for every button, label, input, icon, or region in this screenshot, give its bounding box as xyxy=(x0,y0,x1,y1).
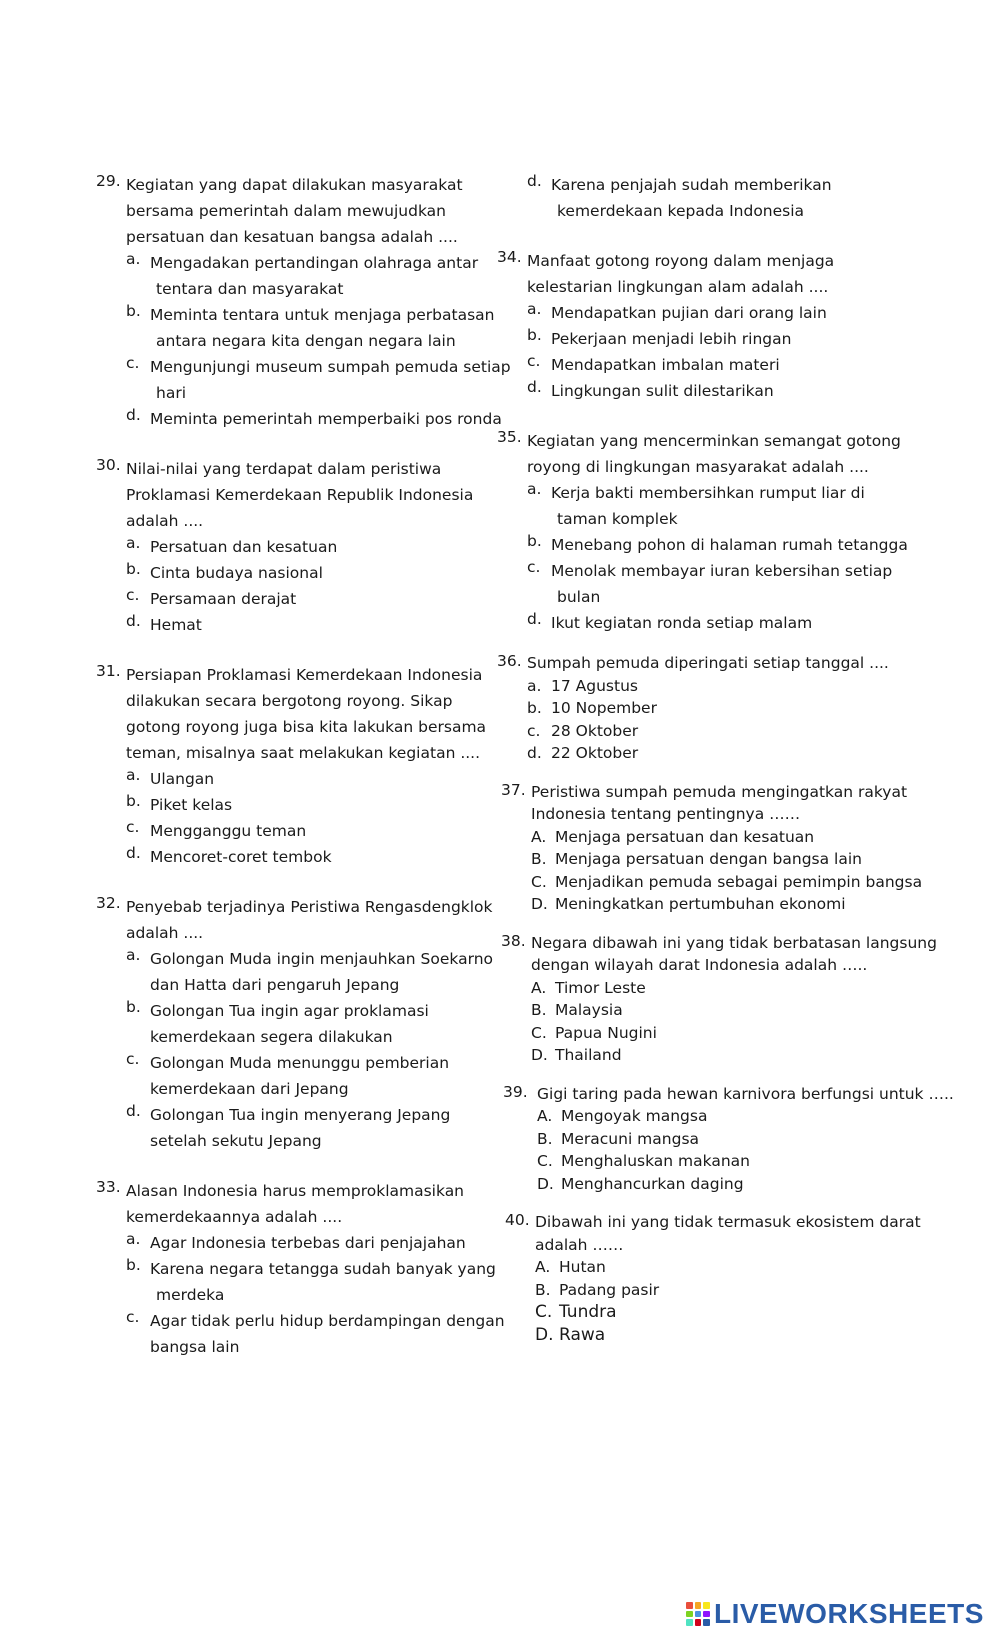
option-text: Golongan Muda ingin menjauhkan Soekarno xyxy=(150,950,494,968)
option-a[interactable] xyxy=(126,946,496,998)
option-text: Piket kelas xyxy=(150,796,233,814)
option-text: Hemat xyxy=(150,616,202,634)
logo-grid-cell xyxy=(686,1611,693,1618)
option-letter: a. xyxy=(126,534,141,552)
question-text: gotong royong juga bisa kita lakukan bersama xyxy=(126,718,487,736)
option-text: Golongan Tua ingin menyerang Jepang xyxy=(150,1106,451,1124)
option-text: kemerdekaan segera dilakukan xyxy=(150,1028,393,1046)
option-text: Meminta pemerintah memperbaiki pos ronda xyxy=(150,410,502,428)
options-33 xyxy=(126,1230,505,1360)
logo-grid-cell xyxy=(703,1619,710,1626)
option-letter: c. xyxy=(126,1308,140,1326)
question-39 xyxy=(503,1083,975,1106)
option-letter: B. xyxy=(531,1001,547,1019)
option-text: Tundra xyxy=(559,1302,617,1322)
option-letter: c. xyxy=(126,818,140,836)
option-letter: d. xyxy=(527,172,542,190)
question-text: Negara dibawah ini yang tidak berbatasan langsung xyxy=(531,933,937,952)
option-letter: b. xyxy=(126,998,141,1016)
option-text: Timor Leste xyxy=(555,978,646,997)
option-letter: A. xyxy=(537,1107,553,1125)
option-b[interactable] xyxy=(126,792,496,818)
option-letter: B. xyxy=(535,1280,551,1299)
option-text: Menjaga persatuan dan kesatuan xyxy=(555,827,815,846)
question-text: Indonesia tentang pentingnya …… xyxy=(531,805,801,823)
options-40 xyxy=(535,1256,975,1346)
question-number: 33. xyxy=(96,1178,121,1196)
option-letter: b. xyxy=(126,302,141,320)
options-32 xyxy=(126,946,496,1154)
question-36 xyxy=(497,652,975,675)
option-d[interactable] xyxy=(527,610,975,636)
option-text: Hutan xyxy=(559,1258,606,1276)
option-d[interactable] xyxy=(531,893,975,916)
option-b[interactable] xyxy=(527,326,975,352)
question-text: adalah .... xyxy=(126,512,204,530)
option-b[interactable] xyxy=(126,560,496,586)
question-number: 31. xyxy=(96,662,121,680)
option-letter: A. xyxy=(531,827,547,846)
option-a[interactable] xyxy=(537,1105,975,1128)
question-text: kemerdekaannya adalah .... xyxy=(126,1208,343,1226)
option-text: Padang pasir xyxy=(559,1280,660,1299)
option-b[interactable] xyxy=(126,302,496,354)
option-a[interactable] xyxy=(126,1230,496,1256)
question-number: 37. xyxy=(501,780,526,799)
option-a[interactable] xyxy=(535,1256,975,1279)
option-c[interactable] xyxy=(126,586,496,612)
options-31 xyxy=(126,766,496,870)
question-number: 38. xyxy=(501,931,526,950)
question-number: 29. xyxy=(96,172,121,190)
option-text: tentara dan masyarakat xyxy=(156,280,344,298)
question-40 xyxy=(505,1211,975,1256)
option-c[interactable] xyxy=(527,558,975,610)
option-c[interactable] xyxy=(126,354,511,406)
options-33-continued xyxy=(527,172,975,224)
option-letter: d. xyxy=(126,612,141,630)
question-text: adalah .... xyxy=(126,924,204,942)
option-letter: A. xyxy=(531,978,547,997)
option-c[interactable] xyxy=(531,1022,975,1045)
option-d[interactable] xyxy=(126,406,502,432)
option-text: Persamaan derajat xyxy=(150,590,297,608)
option-c[interactable] xyxy=(535,1301,975,1324)
option-a[interactable] xyxy=(126,534,496,560)
option-letter: c. xyxy=(126,354,140,372)
options-34 xyxy=(527,300,975,404)
option-a[interactable] xyxy=(527,480,975,532)
option-letter: a. xyxy=(126,766,141,784)
options-36 xyxy=(527,675,975,765)
option-d[interactable] xyxy=(126,1102,496,1154)
option-letter: d. xyxy=(126,1102,141,1120)
option-letter: c. xyxy=(126,586,140,604)
option-text: setelah sekutu Jepang xyxy=(150,1132,322,1150)
option-letter: a. xyxy=(527,676,542,695)
option-letter: C. xyxy=(535,1302,553,1322)
option-text: Papua Nugini xyxy=(555,1023,657,1042)
right-column xyxy=(497,172,975,1346)
question-number: 40. xyxy=(505,1211,530,1229)
logo-grid-cell xyxy=(695,1602,702,1609)
option-c[interactable] xyxy=(537,1150,975,1173)
option-a[interactable] xyxy=(527,300,975,326)
option-b[interactable] xyxy=(531,848,975,871)
logo-grid-cell xyxy=(703,1602,710,1609)
option-text: Menjadikan pemuda sebagai pemimpin bangsa xyxy=(555,872,923,891)
question-38 xyxy=(501,932,975,977)
option-text: Menghancurkan daging xyxy=(561,1174,744,1193)
option-letter: D. xyxy=(531,895,548,913)
question-text: dilakukan secara bergotong royong. Sikap xyxy=(126,692,453,710)
question-text: Alasan Indonesia harus memproklamasikan xyxy=(126,1182,465,1200)
option-c[interactable] xyxy=(527,720,975,743)
option-text: Karena penjajah sudah memberikan xyxy=(551,176,832,194)
option-d[interactable] xyxy=(535,1324,975,1347)
option-letter: c. xyxy=(126,1050,140,1068)
question-text: Penyebab terjadinya Peristiwa Rengasdengklok xyxy=(126,898,493,916)
option-letter: b. xyxy=(527,326,542,344)
option-b[interactable] xyxy=(126,1256,496,1308)
option-text: dan Hatta dari pengaruh Jepang xyxy=(150,976,400,994)
option-letter: C. xyxy=(531,1023,547,1042)
option-text: antara negara kita dengan negara lain xyxy=(156,332,456,350)
question-number: 30. xyxy=(96,456,121,474)
option-text: kemerdekaan dari Jepang xyxy=(150,1080,349,1098)
option-d[interactable] xyxy=(126,844,496,870)
question-number: 34. xyxy=(497,248,522,266)
options-30 xyxy=(126,534,496,638)
option-letter: A. xyxy=(535,1258,551,1276)
option-d[interactable] xyxy=(537,1173,975,1196)
option-text: Menolak membayar iuran kebersihan setiap xyxy=(551,562,893,580)
option-letter: d. xyxy=(527,378,542,396)
option-text: Ikut kegiatan ronda setiap malam xyxy=(551,614,813,632)
option-letter: d. xyxy=(527,610,542,628)
option-letter: c. xyxy=(527,558,541,576)
question-29 xyxy=(96,172,496,250)
question-text: kelestarian lingkungan alam adalah .... xyxy=(527,278,829,296)
question-text: Proklamasi Kemerdekaan Republik Indonesia xyxy=(126,486,474,504)
question-number: 35. xyxy=(497,428,522,446)
option-letter: C. xyxy=(537,1152,553,1170)
option-text: Menghaluskan makanan xyxy=(561,1152,750,1170)
option-a[interactable] xyxy=(531,977,975,1000)
option-b[interactable] xyxy=(537,1128,975,1151)
liveworksheets-logo xyxy=(686,1596,986,1632)
logo-grid-cell xyxy=(695,1619,702,1626)
question-text: bersama pemerintah dalam mewujudkan xyxy=(126,202,446,220)
question-text: Kegiatan yang mencerminkan semangat gotong xyxy=(527,432,901,450)
option-text: Cinta budaya nasional xyxy=(150,564,323,582)
question-text: royong di lingkungan masyarakat adalah .... xyxy=(527,458,869,476)
option-a[interactable] xyxy=(527,675,975,698)
option-text: Mendapatkan pujian dari orang lain xyxy=(551,304,827,322)
option-a[interactable] xyxy=(126,250,496,302)
option-letter: b. xyxy=(126,792,141,810)
option-c[interactable] xyxy=(126,1308,505,1360)
option-text: Agar Indonesia terbebas dari penjajahan xyxy=(150,1234,466,1252)
option-letter: b. xyxy=(126,560,141,578)
option-text: Thailand xyxy=(555,1046,622,1064)
option-text: taman komplek xyxy=(557,510,678,528)
option-letter: b. xyxy=(527,699,542,717)
question-34 xyxy=(497,248,975,300)
question-text: persatuan dan kesatuan bangsa adalah .... xyxy=(126,228,458,246)
option-d[interactable] xyxy=(527,742,975,765)
option-b[interactable] xyxy=(126,998,496,1050)
option-text: Mengganggu teman xyxy=(150,822,307,840)
option-c[interactable] xyxy=(527,352,975,378)
option-letter: a. xyxy=(527,480,542,498)
options-37 xyxy=(531,826,975,916)
options-38 xyxy=(531,977,975,1067)
option-text: Mengadakan pertandingan olahraga antar xyxy=(150,254,479,272)
question-text: Kegiatan yang dapat dilakukan masyarakat xyxy=(126,176,463,194)
logo-grid-icon xyxy=(686,1602,710,1626)
question-text: dengan wilayah darat Indonesia adalah ….. xyxy=(531,956,868,974)
option-c[interactable] xyxy=(126,818,496,844)
question-30 xyxy=(96,456,496,534)
option-text: Meningkatkan pertumbuhan ekonomi xyxy=(555,895,846,913)
option-a[interactable] xyxy=(126,766,496,792)
question-text: Nilai-nilai yang terdapat dalam peristiwa xyxy=(126,460,442,478)
option-text: 17 Agustus xyxy=(551,676,638,695)
option-letter: b. xyxy=(126,1256,141,1274)
options-35 xyxy=(527,480,975,636)
option-text: Golongan Muda menunggu pemberian xyxy=(150,1054,450,1072)
option-text: Persatuan dan kesatuan xyxy=(150,538,338,556)
option-text: hari xyxy=(156,384,187,402)
option-text: Mengunjungi museum sumpah pemuda setiap xyxy=(150,358,511,376)
question-text: teman, misalnya saat melakukan kegiatan .... xyxy=(126,744,481,762)
question-number: 39. xyxy=(503,1082,528,1101)
option-text: 10 Nopember xyxy=(551,699,657,717)
option-text: Karena negara tetangga sudah banyak yang xyxy=(150,1260,496,1278)
option-text: Mencoret-coret tembok xyxy=(150,848,332,866)
option-text: 28 Oktober xyxy=(551,721,639,740)
option-letter: d. xyxy=(126,844,141,862)
option-text: bangsa lain xyxy=(150,1338,240,1356)
option-letter: B. xyxy=(537,1129,553,1148)
question-number: 32. xyxy=(96,894,121,912)
options-39 xyxy=(537,1105,975,1195)
logo-grid-cell xyxy=(686,1602,693,1609)
question-text: Sumpah pemuda diperingati setiap tanggal .... xyxy=(527,654,889,672)
option-d[interactable] xyxy=(126,612,496,638)
option-b[interactable] xyxy=(535,1279,975,1302)
question-35 xyxy=(497,428,975,480)
option-letter: c. xyxy=(527,721,541,740)
question-text: Dibawah ini yang tidak termasuk ekosistem darat xyxy=(535,1213,921,1231)
question-text: Gigi taring pada hewan karnivora berfungsi untuk ….. xyxy=(537,1084,954,1103)
option-letter: D. xyxy=(537,1174,554,1193)
question-37 xyxy=(501,781,975,826)
option-text: Agar tidak perlu hidup berdampingan dengan xyxy=(150,1312,505,1330)
option-letter: C. xyxy=(531,872,547,891)
logo-grid-cell xyxy=(686,1619,693,1626)
option-c[interactable] xyxy=(126,1050,496,1102)
logo-text: LIVEWORKSHEETS xyxy=(714,1598,984,1629)
block-36-40 xyxy=(497,652,975,1346)
option-letter: a. xyxy=(527,300,542,318)
option-letter: B. xyxy=(531,850,547,868)
option-letter: D. xyxy=(531,1046,548,1064)
option-b[interactable] xyxy=(527,532,975,558)
option-text: Malaysia xyxy=(555,1001,623,1019)
question-number: 36. xyxy=(497,652,522,670)
option-d[interactable] xyxy=(527,378,975,404)
option-letter: a. xyxy=(126,250,141,268)
option-text: bulan xyxy=(557,588,601,606)
option-text: Rawa xyxy=(559,1324,606,1345)
logo-grid-cell xyxy=(703,1611,710,1618)
option-b[interactable] xyxy=(531,999,975,1022)
question-text: Persiapan Proklamasi Kemerdekaan Indonesia xyxy=(126,666,483,684)
option-text: 22 Oktober xyxy=(551,744,639,762)
option-letter: d. xyxy=(126,406,141,424)
option-letter: a. xyxy=(126,1230,141,1248)
option-text: Pekerjaan menjadi lebih ringan xyxy=(551,330,792,348)
option-c[interactable] xyxy=(531,871,975,894)
option-letter: D. xyxy=(535,1324,554,1345)
question-text: Manfaat gotong royong dalam menjaga xyxy=(527,252,835,270)
option-letter: a. xyxy=(126,946,141,964)
options-29 xyxy=(126,250,511,432)
option-text: Menjaga persatuan dengan bangsa lain xyxy=(555,850,862,868)
option-d[interactable] xyxy=(531,1044,975,1067)
option-letter: c. xyxy=(527,352,541,370)
option-text: kemerdekaan kepada Indonesia xyxy=(557,202,805,220)
option-text: Mengoyak mangsa xyxy=(561,1107,708,1125)
question-33 xyxy=(96,1178,496,1230)
option-a[interactable] xyxy=(531,826,975,849)
question-text: adalah …… xyxy=(535,1235,624,1254)
option-text: Menebang pohon di halaman rumah tetangga xyxy=(551,536,908,554)
option-b[interactable] xyxy=(527,697,975,720)
option-text: Meracuni mangsa xyxy=(561,1129,700,1148)
option-letter: b. xyxy=(527,532,542,550)
question-text: Peristiwa sumpah pemuda mengingatkan rakyat xyxy=(531,782,908,801)
question-32 xyxy=(96,894,496,946)
option-text: Ulangan xyxy=(150,770,215,788)
option-text: Meminta tentara untuk menjaga perbatasan xyxy=(150,306,495,324)
option-text: Golongan Tua ingin agar proklamasi xyxy=(150,1002,429,1020)
option-letter: d. xyxy=(527,744,542,762)
option-text: Lingkungan sulit dilestarikan xyxy=(551,382,774,400)
logo-grid-cell xyxy=(695,1611,702,1618)
option-text: Mendapatkan imbalan materi xyxy=(551,356,780,374)
option-text: Kerja bakti membersihkan rumput liar di xyxy=(551,484,865,502)
option-text: merdeka xyxy=(156,1286,225,1304)
question-31 xyxy=(96,662,496,766)
option-d[interactable] xyxy=(527,172,975,224)
